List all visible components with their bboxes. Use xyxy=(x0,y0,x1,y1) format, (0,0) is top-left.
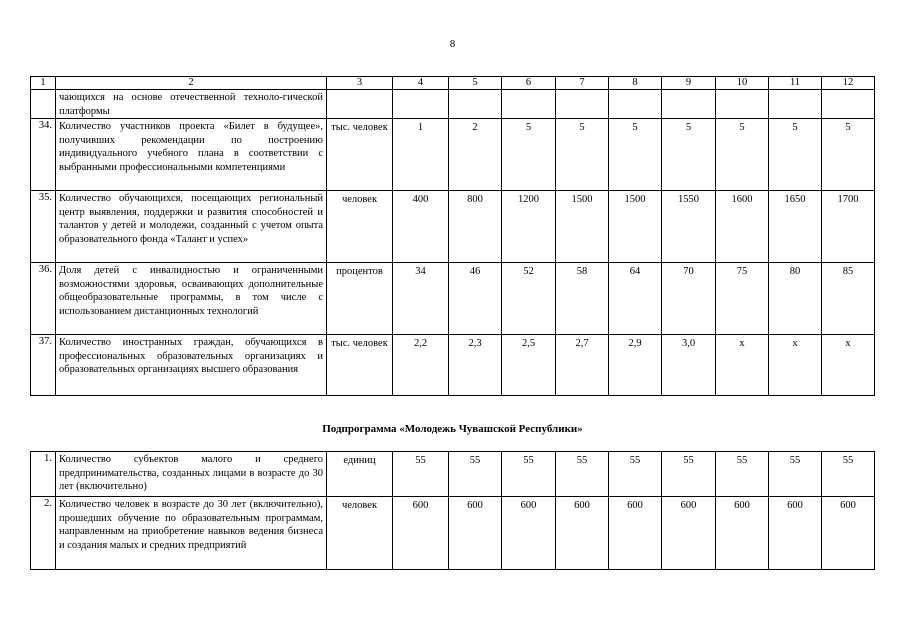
value-cell xyxy=(502,90,556,119)
value-cell: 55 xyxy=(822,452,875,497)
indicator-name: Количество обучающихся, посещающих региональный центр выявления, поддержки и развития способностей и талантов у детей и молодежи, созданный с учетом опыта образовательного фонда «Талант и успех» xyxy=(56,191,327,263)
value-cell: 58 xyxy=(556,263,609,335)
value-cell: 400 xyxy=(393,191,449,263)
column-number-header: 9 xyxy=(662,77,716,90)
value-cell: 1500 xyxy=(556,191,609,263)
value-cell: 55 xyxy=(662,452,716,497)
value-cell: 600 xyxy=(609,497,662,570)
value-cell: 34 xyxy=(393,263,449,335)
value-cell: 85 xyxy=(822,263,875,335)
value-cell: 2,5 xyxy=(502,335,556,396)
indicators-table xyxy=(30,76,875,396)
row-number: 35. xyxy=(31,191,56,263)
column-number-header: 6 xyxy=(502,77,556,90)
value-cell: 600 xyxy=(662,497,716,570)
value-cell: 3,0 xyxy=(662,335,716,396)
value-cell: 52 xyxy=(502,263,556,335)
column-number-header: 12 xyxy=(822,77,875,90)
indicator-name: чающихся на основе отечественной техноло-гической платформы xyxy=(56,90,327,119)
value-cell: 1200 xyxy=(502,191,556,263)
value-cell: 600 xyxy=(769,497,822,570)
value-cell xyxy=(393,90,449,119)
value-cell: 600 xyxy=(393,497,449,570)
unit-cell: тыс. человек xyxy=(327,335,393,396)
value-cell: 600 xyxy=(556,497,609,570)
value-cell: 1600 xyxy=(716,191,769,263)
column-number-header: 3 xyxy=(327,77,393,90)
column-number-header: 10 xyxy=(716,77,769,90)
row-number: 37. xyxy=(31,335,56,396)
row-number xyxy=(31,90,56,119)
unit-cell: единиц xyxy=(327,452,393,497)
indicator-name: Количество иностранных граждан, обучающихся в профессиональных образовательных организациях и образовательных организациях высшего образования xyxy=(56,335,327,396)
table-row xyxy=(31,263,875,335)
indicator-name: Количество человек в возрасте до 30 лет (включительно), прошедших обучение по образовательным программам, направленным на приобретение навыков ведения бизнеса и создания малых и средних предприятий xyxy=(56,497,327,570)
column-number-header: 2 xyxy=(56,77,327,90)
value-cell: 600 xyxy=(449,497,502,570)
value-cell: 70 xyxy=(662,263,716,335)
value-cell: 2 xyxy=(449,119,502,191)
value-cell: 80 xyxy=(769,263,822,335)
column-number-header: 11 xyxy=(769,77,822,90)
value-cell: 5 xyxy=(769,119,822,191)
value-cell: 55 xyxy=(556,452,609,497)
table-row xyxy=(31,335,875,396)
value-cell: 2,3 xyxy=(449,335,502,396)
value-cell: 800 xyxy=(449,191,502,263)
row-number: 36. xyxy=(31,263,56,335)
value-cell: 1550 xyxy=(662,191,716,263)
value-cell: 5 xyxy=(716,119,769,191)
value-cell: 1700 xyxy=(822,191,875,263)
column-number-header: 5 xyxy=(449,77,502,90)
value-cell: 55 xyxy=(393,452,449,497)
value-cell: х xyxy=(769,335,822,396)
column-number-header: 1 xyxy=(31,77,56,90)
unit-cell xyxy=(327,90,393,119)
value-cell xyxy=(822,90,875,119)
column-number-header: 8 xyxy=(609,77,662,90)
table-row xyxy=(31,452,875,497)
value-cell: 55 xyxy=(609,452,662,497)
table-row xyxy=(31,497,875,570)
value-cell xyxy=(556,90,609,119)
value-cell xyxy=(662,90,716,119)
value-cell: 1650 xyxy=(769,191,822,263)
row-number: 34. xyxy=(31,119,56,191)
page-number: 8 xyxy=(449,38,456,50)
value-cell: х xyxy=(716,335,769,396)
row-number: 1. xyxy=(31,452,56,497)
value-cell xyxy=(609,90,662,119)
value-cell: 600 xyxy=(502,497,556,570)
value-cell: 5 xyxy=(609,119,662,191)
table-row xyxy=(31,191,875,263)
value-cell: 2,2 xyxy=(393,335,449,396)
value-cell: х xyxy=(822,335,875,396)
value-cell: 5 xyxy=(662,119,716,191)
value-cell: 2,7 xyxy=(556,335,609,396)
value-cell: 1500 xyxy=(609,191,662,263)
value-cell: 55 xyxy=(716,452,769,497)
value-cell: 5 xyxy=(556,119,609,191)
value-cell: 55 xyxy=(769,452,822,497)
value-cell: 600 xyxy=(822,497,875,570)
value-cell: 2,9 xyxy=(609,335,662,396)
indicator-name: Количество субъектов малого и среднего предпринимательства, созданных лицами в возрасте до 30 лет (включительно) xyxy=(56,452,327,497)
unit-cell: процентов xyxy=(327,263,393,335)
column-number-header: 4 xyxy=(393,77,449,90)
value-cell: 5 xyxy=(822,119,875,191)
value-cell: 64 xyxy=(609,263,662,335)
value-cell: 5 xyxy=(502,119,556,191)
unit-cell: человек xyxy=(327,497,393,570)
subprogram-title: Подпрограмма «Молодежь Чувашской Республики» xyxy=(322,423,583,435)
header-row xyxy=(31,77,875,90)
value-cell xyxy=(716,90,769,119)
value-cell: 55 xyxy=(449,452,502,497)
value-cell: 1 xyxy=(393,119,449,191)
unit-cell: тыс. человек xyxy=(327,119,393,191)
value-cell: 55 xyxy=(502,452,556,497)
table-row xyxy=(31,119,875,191)
value-cell: 46 xyxy=(449,263,502,335)
row-number: 2. xyxy=(31,497,56,570)
value-cell xyxy=(449,90,502,119)
indicator-name: Количество участников проекта «Билет в будущее», получивших рекомендации по построению индивидуального учебного плана в соответствии с выбранными профессиональными компетенциями xyxy=(56,119,327,191)
unit-cell: человек xyxy=(327,191,393,263)
value-cell: 75 xyxy=(716,263,769,335)
value-cell xyxy=(769,90,822,119)
column-number-header: 7 xyxy=(556,77,609,90)
table-row xyxy=(31,90,875,119)
subprogram-table xyxy=(30,451,875,570)
indicator-name: Доля детей с инвалидностью и ограниченными возможностями здоровья, осваивающих дополнительные общеобразовательные программы, в том числе с использованием дистанционных технологий xyxy=(56,263,327,335)
value-cell: 600 xyxy=(716,497,769,570)
